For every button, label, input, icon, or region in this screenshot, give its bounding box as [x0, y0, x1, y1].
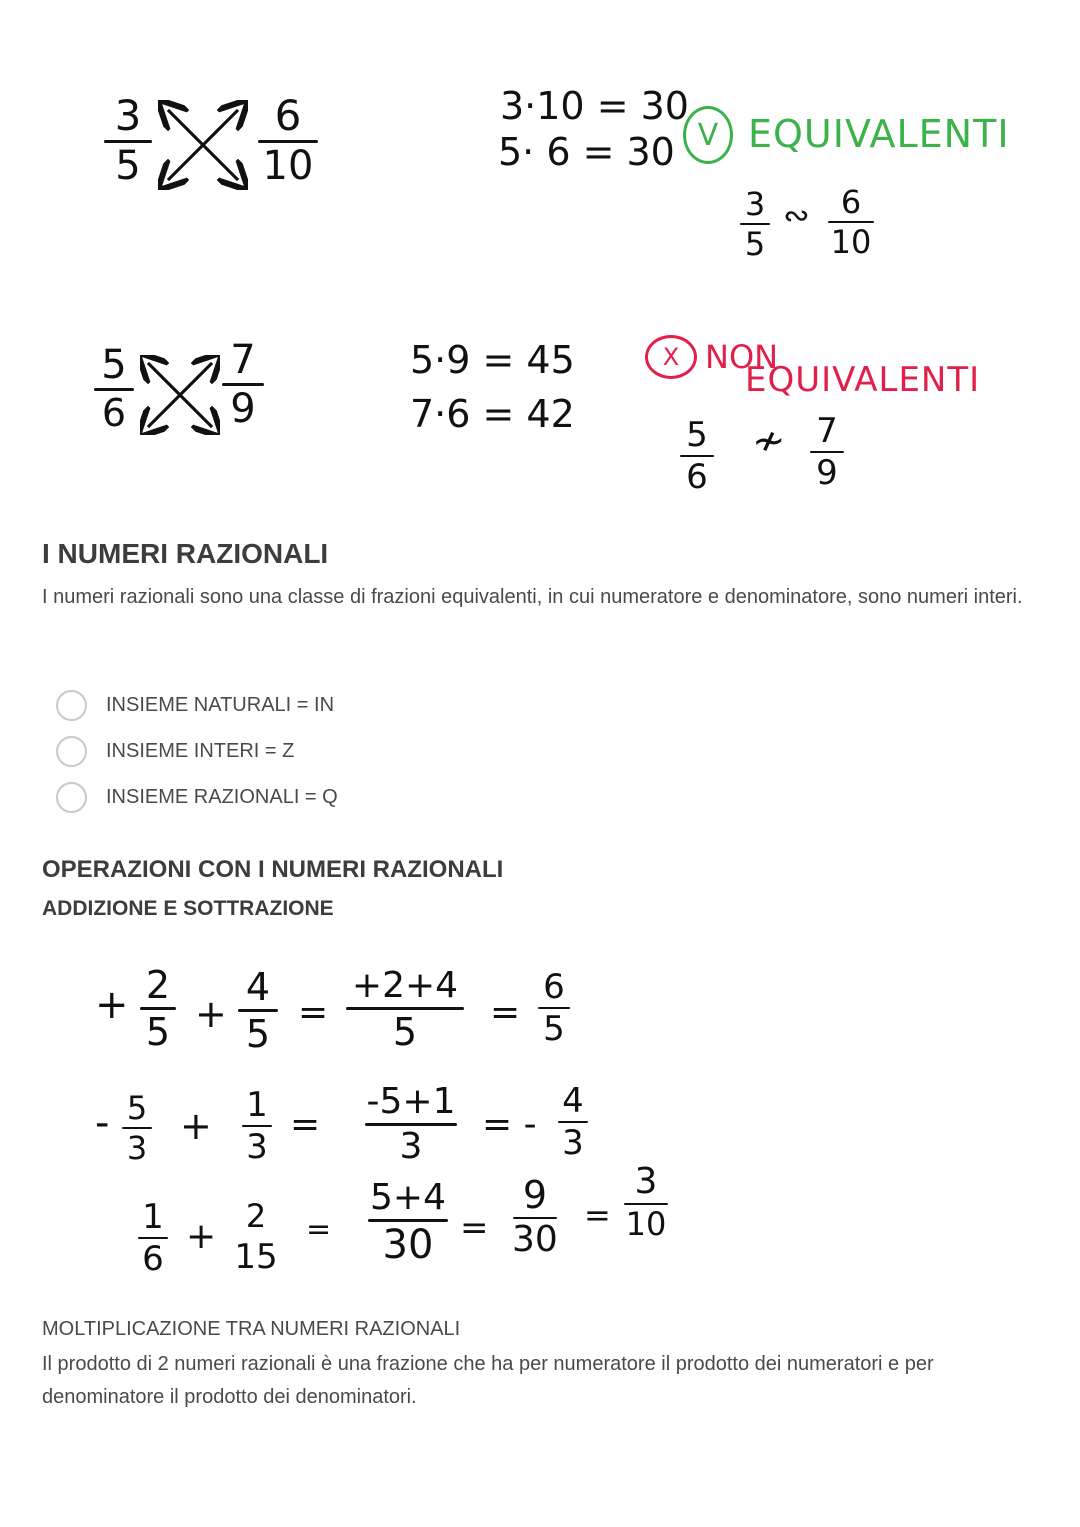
equals: =	[298, 992, 329, 1033]
calc-line-1: 5·9 = 45	[410, 338, 575, 382]
fraction-b: 2 15	[234, 1197, 278, 1277]
fraction-5-6: 5 6	[94, 345, 134, 432]
equivalence-symbol: ∾	[783, 196, 810, 234]
multiplication-paragraph: Il prodotto di 2 numeri razionali è una frazione che ha per numeratore il prodotto dei numeratori e per denominatore il prodotto dei denominatori.	[42, 1353, 934, 1408]
denominator: 5	[115, 143, 141, 189]
calc-line-2: 7·6 = 42	[410, 392, 575, 436]
sign: -	[95, 1100, 110, 1146]
equals: =	[290, 1104, 321, 1145]
verdict-equivalenti: EQUIVALENTI	[745, 360, 981, 400]
subsection-title-addizione: ADDIZIONE E SOTTRAZIONE	[42, 897, 334, 920]
fraction-3-5	[104, 91, 152, 189]
cross-circle-icon: X	[645, 335, 697, 379]
fraction-c: +2+4 5	[346, 968, 464, 1051]
option-insieme-naturali[interactable]	[56, 690, 334, 721]
equals: =	[490, 992, 521, 1033]
radio-circle-icon[interactable]	[56, 690, 87, 721]
result-fraction-5-6: 5 6	[680, 418, 714, 494]
verdict-equivalenti: EQUIVALENTI	[748, 112, 1010, 156]
definition-paragraph: I numeri razionali sono una classe di frazioni equivalenti, in cui numeratore e denominatore, sono numeri interi.	[42, 586, 1023, 608]
fraction-e: 3 10	[625, 1161, 667, 1243]
fraction-b: 1 3	[242, 1088, 272, 1164]
operator: +	[195, 992, 227, 1036]
calc-line-1: 3·10 = 30	[500, 84, 689, 128]
fraction-c: -5+1 3	[366, 1081, 456, 1167]
verdict-non: NON	[705, 338, 779, 376]
option-label: INSIEME RAZIONALI = Q	[106, 786, 338, 808]
numerator: 3	[114, 91, 142, 140]
equals: =	[460, 1208, 489, 1248]
option-insieme-razionali[interactable]	[56, 782, 338, 813]
operator: +	[180, 1104, 212, 1148]
equals-minus: = -	[482, 1104, 537, 1145]
section-title-operazioni: OPERAZIONI CON I NUMERI RAZIONALI	[42, 856, 504, 883]
radio-circle-icon[interactable]	[56, 736, 87, 767]
section-title-numeri-razionali: I NUMERI RAZIONALI	[42, 538, 329, 569]
calc-line-2: 5· 6 = 30	[498, 130, 675, 174]
sign: +	[95, 982, 129, 1028]
fraction-d: 4 3	[558, 1084, 588, 1160]
fraction-6-10: 6 10	[258, 95, 318, 186]
cross-arrows-icon	[158, 100, 248, 190]
not-equivalent-symbol: ≁	[752, 418, 786, 464]
fraction-a: 1 6	[138, 1200, 168, 1276]
result-fraction-7-9: 7 9	[810, 414, 844, 490]
section-title-moltiplicazione: MOLTIPLICAZIONE TRA NUMERI RAZIONALI	[42, 1318, 461, 1340]
check-circle-icon: V	[683, 106, 733, 164]
fraction-a: 2 5	[140, 966, 176, 1051]
fraction-c: 5+4 30	[368, 1180, 448, 1265]
fraction-d: 9 30	[512, 1173, 558, 1260]
fraction-d: 6 5	[538, 970, 570, 1046]
operator: +	[186, 1216, 217, 1257]
result-fraction-3-5: 3 5	[740, 188, 770, 260]
equals: =	[306, 1212, 332, 1247]
option-insieme-interi[interactable]	[56, 736, 294, 767]
option-label: INSIEME INTERI = Z	[106, 740, 295, 762]
equals: =	[584, 1196, 611, 1234]
fraction-b: 4 5	[238, 968, 278, 1053]
fraction-a: 5 3	[122, 1092, 152, 1164]
result-fraction-6-10: 6 10	[828, 186, 874, 258]
option-label: INSIEME NATURALI = IN	[106, 694, 335, 716]
fraction-7-9: 7 9	[222, 340, 264, 429]
cross-arrows-icon	[140, 355, 220, 435]
radio-circle-icon[interactable]	[56, 782, 87, 813]
